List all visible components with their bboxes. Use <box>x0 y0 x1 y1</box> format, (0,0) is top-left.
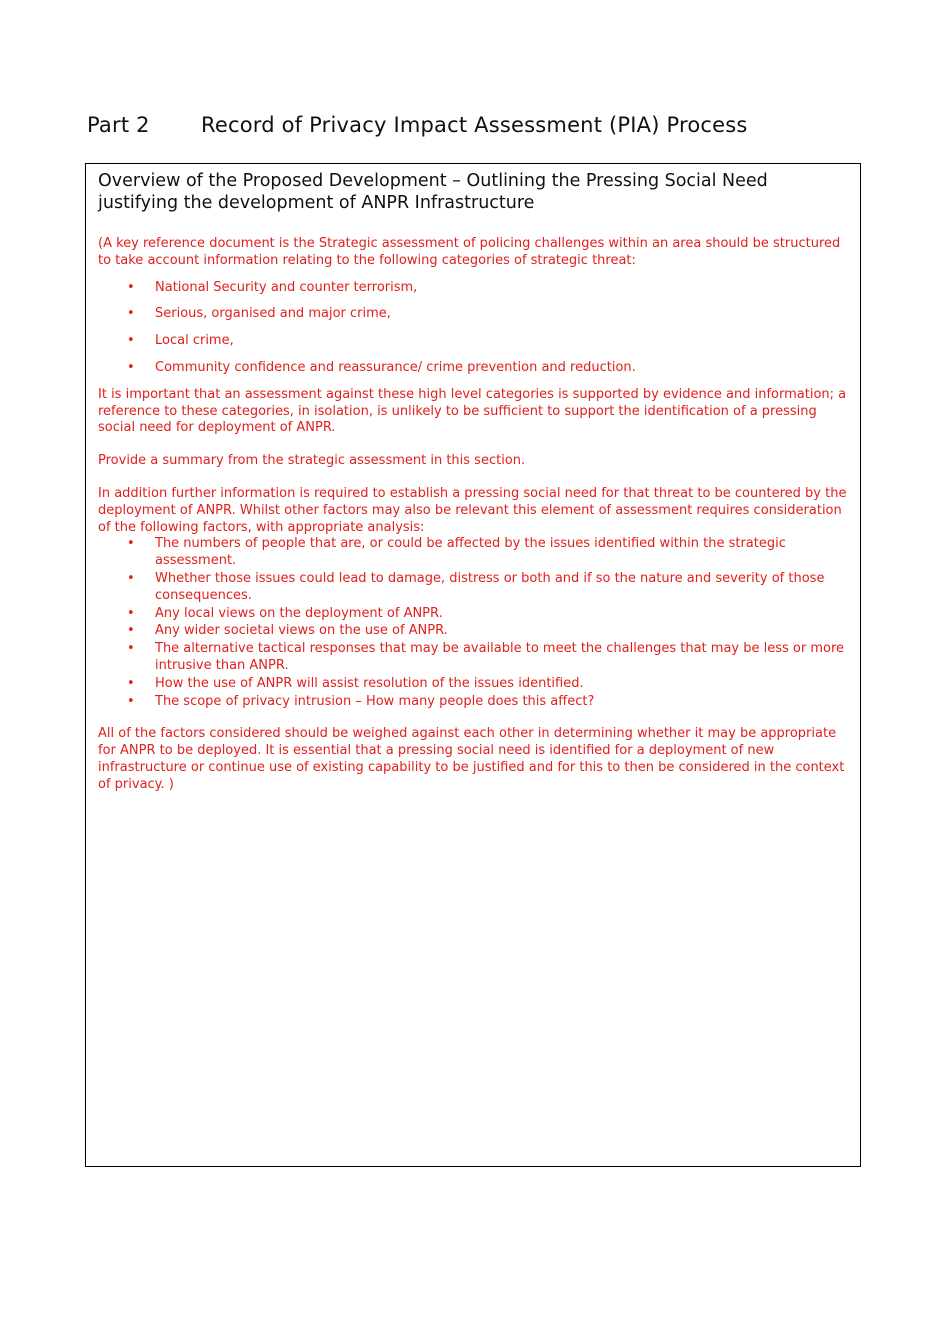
list-item-text: Any wider societal views on the use of ANPR. <box>155 623 448 639</box>
list-item-text: The scope of privacy intrusion – How many people does this affect? <box>155 693 595 709</box>
bullet-icon: • <box>127 279 135 295</box>
bullet-icon: • <box>127 693 135 709</box>
pia-overview-box[interactable] <box>85 163 861 1167</box>
list-item-text: Community confidence and reassurance/ crime prevention and reduction. <box>155 359 636 375</box>
additional-info: In addition further information is required to establish a pressing social need for that threat to be countered by the deployment of ANPR. Whilst other factors may also be relevant this element of assessment requires consideration of the following factors, with appropriate analysis: <box>98 485 847 535</box>
page-title: Record of Privacy Impact Assessment (PIA) Process <box>201 113 748 137</box>
summary-instruction: Provide a summary from the strategic assessment in this section. <box>98 453 526 469</box>
list-item-text: Serious, organised and major crime, <box>155 306 391 322</box>
list-item <box>98 360 850 377</box>
list-item <box>98 641 850 675</box>
list-item-text: The alternative tactical responses that may be available to meet the challenges that may be less or more intrusive than ANPR. <box>155 641 845 673</box>
list-item-text: Whether those issues could lead to damage, distress or both and if so the nature and severity of those consequences. <box>155 570 825 603</box>
bullet-icon: • <box>127 359 135 375</box>
list-item-text: Local crime, <box>155 333 234 349</box>
bullet-icon: • <box>127 641 135 657</box>
list-item-text: National Security and counter terrorism, <box>155 279 418 295</box>
bullet-icon: • <box>127 675 135 691</box>
list-item <box>98 333 850 350</box>
guidance-text <box>98 236 850 794</box>
list-item-text: How the use of ANPR will assist resolution of the issues identified. <box>155 675 584 691</box>
guidance-intro: (A key reference document is the Strategic assessment of policing challenges within an area should be structured to take account information relating to the following categories of strategic threat: <box>98 236 841 268</box>
conclusion: All of the factors considered should be weighed against each other in determining whether it may be appropriate for ANPR to be deployed. It is essential that a pressing social need is identified for a deployment of new infrastructure or continue use of existing capability to be justified and for this to then be considered in the context of privacy. ) <box>98 726 845 792</box>
list-item <box>98 623 850 640</box>
list-item-text: The numbers of people that are, or could be affected by the issues identified within the strategic assessment. <box>155 536 786 569</box>
bullet-icon: • <box>127 623 135 639</box>
list-item <box>98 694 850 711</box>
list-item <box>98 280 850 297</box>
list-item <box>98 306 850 323</box>
bullet-icon: • <box>127 306 135 322</box>
section-title: Overview of the Proposed Development – Outlining the Pressing Social Need justifying the development of ANPR Infrastructure <box>98 171 768 213</box>
evidence-note: It is important that an assessment against these high level categories is supported by evidence and information; a reference to these categories, in isolation, is unlikely to be sufficient to support the identification of a pressing social need for deployment of ANPR. <box>98 386 847 436</box>
list-item-text: Any local views on the deployment of ANPR. <box>155 605 443 621</box>
bullet-icon: • <box>127 605 135 621</box>
list-item <box>98 606 850 623</box>
list-item <box>98 536 850 570</box>
part-label: Part 2 <box>87 113 150 137</box>
threat-category-list <box>98 280 850 377</box>
factor-list <box>98 536 850 710</box>
list-item <box>98 676 850 693</box>
bullet-icon: • <box>127 570 135 586</box>
bullet-icon: • <box>127 333 135 349</box>
page-heading <box>87 113 748 137</box>
bullet-icon: • <box>127 536 135 552</box>
list-item <box>98 571 850 605</box>
